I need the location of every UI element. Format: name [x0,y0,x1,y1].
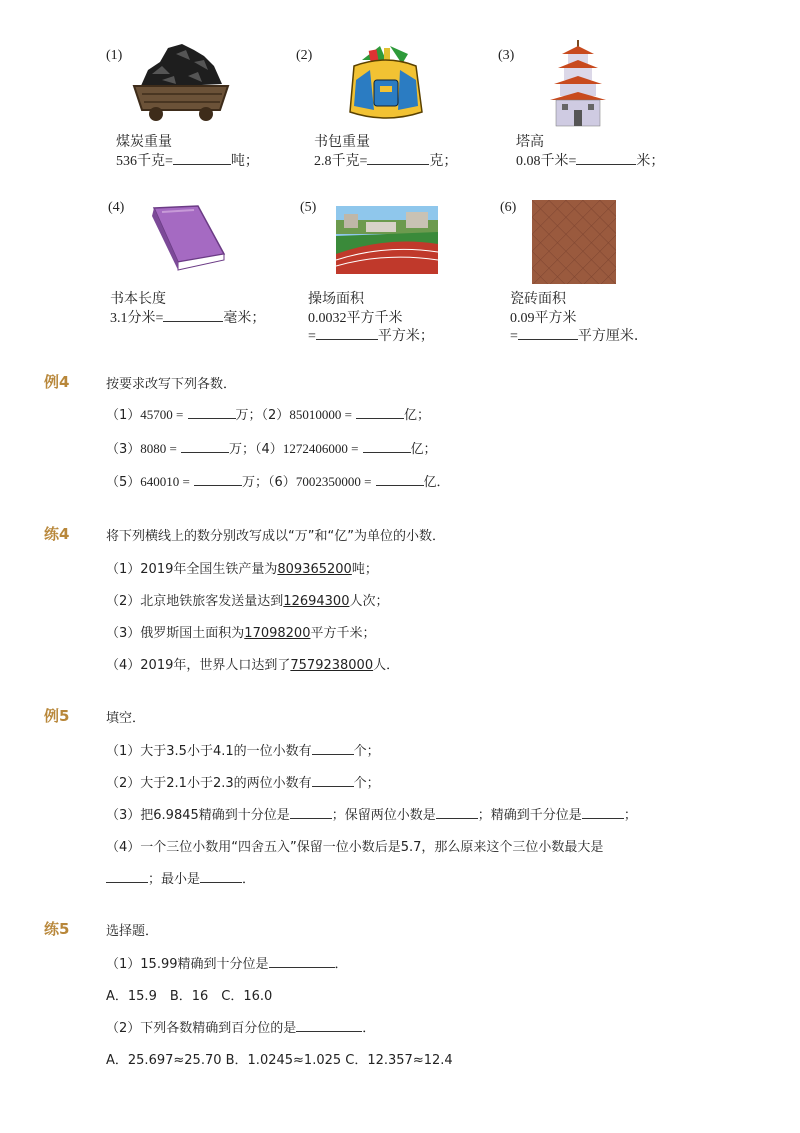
problem-4-unit: 毫米； [223,310,266,326]
item-value: 1272406000 = [282,441,359,456]
item-text: 一个三位小数用“四舍五入”保留一位小数后是5.7，那么原来这个三位小数最大是 [140,840,604,855]
item-number: （4） [255,442,283,457]
problem-3-question [516,152,664,171]
problem-5-question [308,327,434,346]
problem-6-question [510,327,638,346]
item-number: （1） [106,408,141,423]
problem-1-number: (1) [106,48,123,63]
item-unit: ． [242,872,256,887]
problem-1-blank[interactable] [173,152,231,165]
problem-3-blank[interactable] [576,152,636,165]
answer-blank[interactable] [312,742,354,755]
example-5-item-4 [106,836,603,855]
answer-blank[interactable] [363,440,411,453]
practice-4-heading: 将下列横线上的数分别改写成以“万”和“亿”为单位的小数． [106,529,445,544]
underlined-number: 809365200 [277,562,352,577]
underlined-number: 7579238000 [290,658,374,673]
practice-5-tag: 练5 [44,920,70,938]
problem-1-unit: 吨； [230,153,259,169]
item-unit: 平方千米； [310,626,376,641]
item-value: 7002350000 = [295,474,372,489]
example-4-row-3 [106,471,450,490]
answer-blank[interactable] [582,806,624,819]
item-number: （5） [106,475,141,490]
underlined-number: 17098200 [244,626,311,641]
item-unit: 万； [229,442,256,457]
item-unit: ． [334,957,348,972]
answer-blank[interactable] [194,473,242,486]
problem-4-number: (4) [108,200,125,215]
item-number: （2） [261,408,290,423]
answer-blank[interactable] [376,473,424,486]
answer-blank[interactable] [200,870,242,883]
item-unit: 人次； [349,594,389,609]
example-5-tag: 例5 [44,707,70,725]
answer-blank[interactable] [269,955,335,968]
problem-6-equals: = [510,329,518,344]
practice-4-item-1 [106,558,378,577]
item-text: ；保留两位小数是 [331,808,436,823]
practice-5-question-1 [106,953,348,972]
item-number: （3） [106,808,141,823]
item-text: ；精确到千分位是 [477,808,582,823]
answer-blank[interactable] [290,806,332,819]
problem-5-title: 操场面积 [308,291,364,307]
item-number: （6） [268,475,296,490]
problem-3-unit: 米； [636,153,665,169]
item-unit: 人． [373,658,400,673]
item-number: （1） [106,957,141,972]
schoolbag-picture [340,40,430,126]
item-value: 8080 = [140,441,177,456]
example-5-heading: 填空． [106,711,146,726]
coal-pile [140,44,222,88]
example-4-heading: 按要求改写下列各数． [106,377,237,392]
example-4-row-2 [106,438,437,457]
item-unit: 万； [242,475,269,490]
problem-6-number: (6) [500,200,517,215]
problem-6-unit: 平方厘米. [577,328,639,344]
practice-4-item-4 [106,654,399,673]
item-unit: 个； [353,744,380,759]
problem-3-given: 0.08千米= [516,154,577,169]
item-number: （4） [106,658,141,673]
problem-5-given: 0.0032平方千米 [308,311,403,326]
item-number: （3） [106,626,141,641]
practice-5-options-1: A．15.9 B．16 C．16.0 [106,989,273,1004]
item-text: 北京地铁旅客发送量达到 [140,594,284,609]
problem-4-title: 书本长度 [110,291,166,307]
problem-2-given: 2.8千克= [314,154,368,169]
problem-6-blank[interactable] [518,327,578,340]
item-number: （2） [106,594,141,609]
item-unit: 亿； [404,408,431,423]
item-text: 15.99精确到十分位是 [140,957,269,972]
problem-1-given: 536千克= [116,154,173,169]
problem-4-given: 3.1分米= [110,311,164,326]
item-text: 大于3.5小于4.1的一位小数有 [140,744,312,759]
example-5-item-2 [106,772,380,791]
problem-6-title: 瓷砖面积 [510,291,566,307]
practice-5-heading: 选择题． [106,924,159,939]
item-text: ；最小是 [148,872,201,887]
playground-picture [336,206,438,274]
item-text: 俄罗斯国土面积为 [140,626,245,641]
practice-5-question-2 [106,1017,375,1036]
answer-blank[interactable] [106,870,148,883]
item-text: 大于2.1小于2.3的两位小数有 [140,776,312,791]
item-number: （1） [106,562,141,577]
item-unit: 万； [235,408,262,423]
item-text: 2019年全国生铁产量为 [140,562,278,577]
item-text: 2019年，世界人口达到了 [140,658,291,673]
item-number: （1） [106,744,141,759]
example-5-item-3 [106,804,637,823]
cart-body [134,86,228,121]
practice-4-item-3 [106,622,375,641]
problem-5-blank[interactable] [316,327,378,340]
underlined-number: 12694300 [283,594,350,609]
coal-cart-picture [132,40,230,124]
practice-4-tag: 练4 [44,525,70,543]
item-value: 85010000 = [289,407,352,422]
problem-1-question [116,152,259,171]
example-4-row-1 [106,404,430,423]
problem-2-title: 书包重量 [314,134,370,150]
item-unit: 亿． [423,475,450,490]
problem-3-number: (3) [498,48,515,63]
item-number: （3） [106,442,141,457]
tile-picture [532,200,616,284]
item-value: 45700 = [140,407,184,422]
practice-4-item-2 [106,590,388,609]
item-number: （2） [106,1021,141,1036]
answer-blank[interactable] [356,406,404,419]
item-unit: ． [362,1021,376,1036]
item-unit: ； [623,808,637,823]
practice-5-options-2: A．25.697≈25.70 B．1.0245≈1.025 C．12.357≈12.4 [106,1053,453,1068]
item-text: 把6.9845精确到十分位是 [140,808,290,823]
pagoda-picture [546,38,610,132]
item-unit: 亿； [410,442,437,457]
answer-blank[interactable] [181,440,229,453]
item-unit: 吨； [351,562,378,577]
item-text: 下列各数精确到百分位的是 [140,1021,297,1036]
item-number: （4） [106,840,141,855]
answer-blank[interactable] [296,1019,362,1032]
answer-blank[interactable] [188,406,236,419]
problem-4-question [110,309,265,328]
example-4-tag: 例4 [44,373,70,391]
problem-2-unit: 克； [429,153,458,169]
problem-2-blank[interactable] [367,152,429,165]
answer-blank[interactable] [436,806,478,819]
item-unit: 个； [353,776,380,791]
problem-2-number: (2) [296,48,313,63]
problem-6-given: 0.09平方米 [510,311,577,326]
example-5-item-4-cont [106,868,255,887]
problem-5-number: (5) [300,200,317,215]
problem-5-unit: 平方米； [377,328,434,344]
item-number: （2） [106,776,141,791]
book-picture [148,204,228,272]
item-value: 640010 = [140,474,190,489]
problem-3-title: 塔高 [516,134,544,150]
problem-4-blank[interactable] [163,309,223,322]
example-5-item-1 [106,740,380,759]
problem-1-title: 煤炭重量 [116,134,172,150]
problem-5-equals: = [308,329,316,344]
problem-2-question [314,152,457,171]
answer-blank[interactable] [312,774,354,787]
